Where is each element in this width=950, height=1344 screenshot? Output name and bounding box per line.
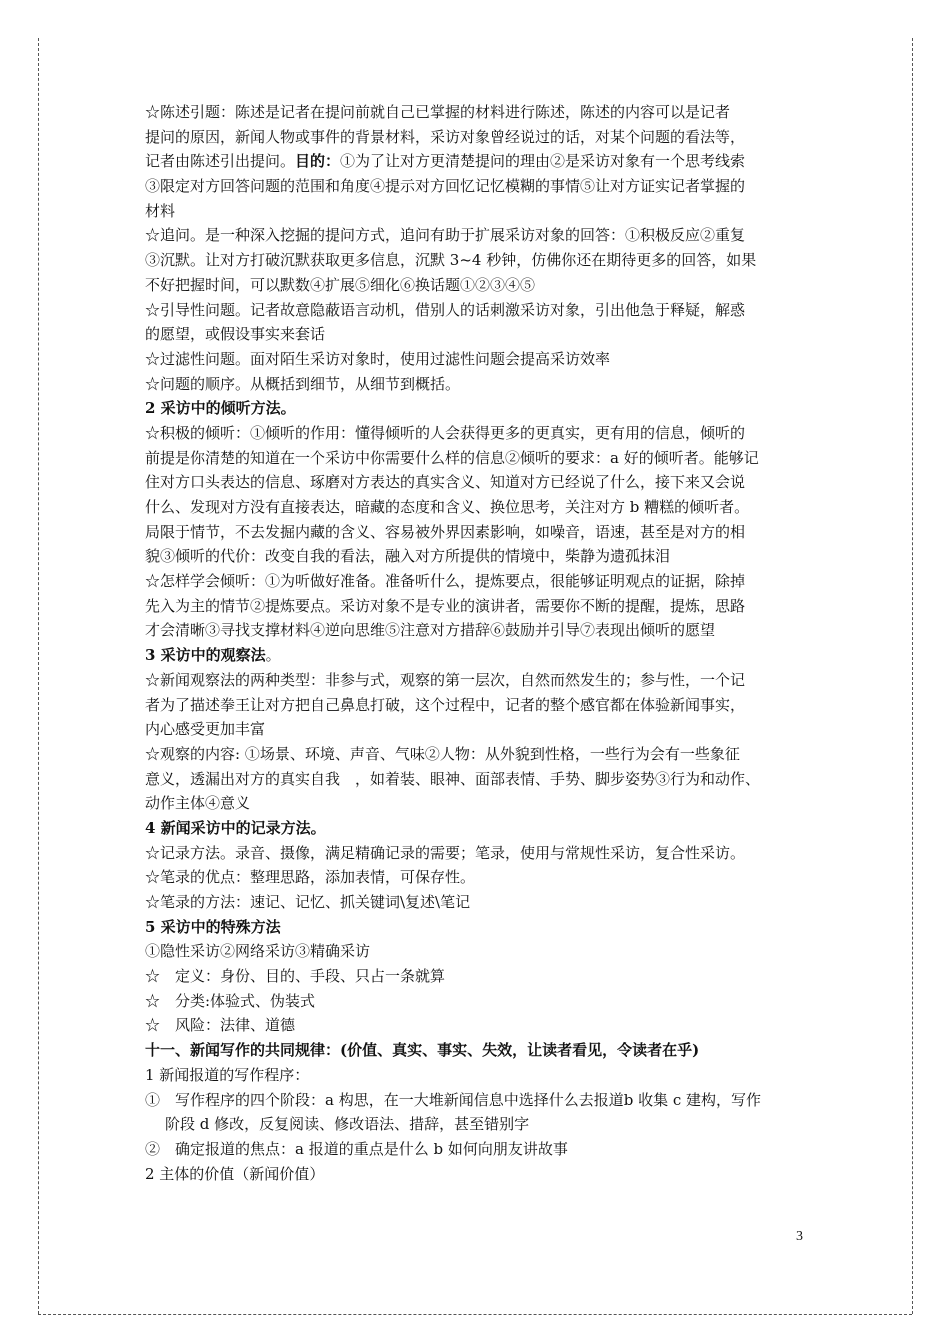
section-heading <box>145 643 835 668</box>
page-border-left <box>38 38 39 1314</box>
text-line: 住对方口头表达的信息、琢磨对方表达的真实含义、知道对方已经说了什么，接下来又会说 <box>145 473 746 492</box>
text-line: ☆观察的内容: ①场景、环境、声音、气味②人物：从外貌到性格，一些行为会有一些象征 <box>145 744 740 763</box>
section-heading <box>145 396 835 421</box>
text-line: ☆陈述引题：陈述是记者在提问前就自己已掌握的材料进行陈述，陈述的内容可以是记者 <box>145 103 731 121</box>
text-line: 貌③倾听的代价：改变自我的看法，融入对方所提供的情境中，柴静为遗孤抹泪 <box>145 547 671 566</box>
text-line: ☆记录方法。录音、摄像，满足精确记录的需要；笔录，使用与常规性采访，复合性采访。 <box>145 843 746 862</box>
text-line: ☆引导性问题。记者故意隐蔽语言动机，借别人的话刺激采访对象，引出他急于释疑，解惑 <box>145 300 746 319</box>
section-heading-text: 十一、新闻写作的共同规律：(价值、真实、事实、失效，让读者看见，令读者在乎) <box>145 1041 700 1060</box>
text-line: ☆新闻观察法的两种类型：非参与式，观察的第一层次，自然而然发生的；参与性，一个记 <box>145 670 746 689</box>
text-line: ③沉默。让对方打破沉默获取更多信息，沉默 3~4 秒钟，仿佛你还在期待更多的回答，如果 <box>145 251 757 270</box>
text-line: ☆过滤性问题。面对陌生采访对象时，使用过滤性问题会提高采访效率 <box>145 349 611 368</box>
text-line: 意义，透漏出对方的真实自我 ，如着装、眼神、面部表情、手势、脚步姿势③行为和动作、 <box>145 769 761 788</box>
section-heading-text: 2 采访中的倾听方法。 <box>145 399 296 418</box>
text-line: 1 新闻报道的写作程序： <box>145 1065 310 1084</box>
text-line: 材料 <box>145 201 176 220</box>
text-line: ☆ 分类:体验式、伪装式 <box>145 991 316 1010</box>
text-line: ① 写作程序的四个阶段：a 构思，在一大堆新闻信息中选择什么去报道b 收集 c 建构，写作 <box>145 1090 762 1109</box>
text-line: ☆ 定义：身份、目的、手段、只占一条就算 <box>145 967 446 986</box>
page-number: 3 <box>796 1229 803 1244</box>
text-line <box>145 149 835 174</box>
text-line: ☆积极的倾听：①倾听的作用：懂得倾听的人会获得更多的更真实，更有用的信息，倾听的 <box>145 423 746 442</box>
text-line: 什么、发现对方没有直接表达，暗藏的态度和含义、换位思考，关注对方 b 糟糕的倾听者。 <box>145 498 750 516</box>
text-line: ☆笔录的优点：整理思路，添加表情，可保存性。 <box>145 868 476 887</box>
text-line: ② 确定报道的焦点：a 报道的重点是什么 b 如何向朋友讲故事 <box>145 1139 568 1158</box>
text-line-indented: 阶段 d 修改，反复阅读、修改语法、措辞，甚至错别字 <box>165 1115 530 1134</box>
emphasis-text: 目的： <box>295 152 341 171</box>
text-line: 内心感受更加丰富 <box>145 720 266 739</box>
text-line: ①隐性采访②网络采访③精确采访 <box>145 942 371 961</box>
text-line: 者为了描述拳王让对方把自己鼻息打破，这个过程中，记者的整个感官都在体验新闻事实， <box>145 695 746 714</box>
text-line: ☆追问。是一种深入挖掘的提问方式，追问有助于扩展采访对象的回答：①积极反应②重复 <box>145 226 746 245</box>
text-line: ☆笔录的方法：速记、记忆、抓关键词\复述\笔记 <box>145 893 471 911</box>
text-line: ③限定对方回答问题的范围和角度④提示对方回忆记忆模糊的事情⑤让对方证实记者掌握的 <box>145 177 746 196</box>
section-heading <box>145 915 835 940</box>
section-heading-tail: 。 <box>265 646 281 665</box>
text-fragment: ①为了让对方更清楚提问的理由②是采访对象有一个思考线索 <box>340 152 746 171</box>
text-line: 的愿望，或假设事实来套话 <box>145 325 326 344</box>
text-line: 不好把握时间，可以默数④扩展⑤细化⑥换话题①②③④⑤ <box>145 275 536 294</box>
text-line: 局限于情节，不去发掘内藏的含义、容易被外界因素影响，如噪音，语速，甚至是对方的相 <box>145 522 746 541</box>
page-border-right <box>912 38 913 1314</box>
text-line: 动作主体④意义 <box>145 794 251 813</box>
section-heading-text: 5 采访中的特殊方法 <box>145 917 281 936</box>
text-line: ☆ 风险：法律、道德 <box>145 1016 296 1035</box>
text-line: 前提是你清楚的知道在一个采访中你需要什么样的信息②倾听的要求：a 好的倾听者。能够记 <box>145 448 759 467</box>
text-line: 2 主体的价值（新闻价值） <box>145 1164 325 1183</box>
text-line: 先入为主的情节②提炼要点。采访对象不是专业的演讲者，需要你不断的提醒，提炼，思路 <box>145 596 746 615</box>
text-line: ☆怎样学会倾听：①为听做好准备。准备听什么，提炼要点，很能够证明观点的证据，除掉 <box>145 572 746 591</box>
text-line: ☆问题的顺序。从概括到细节，从细节到概括。 <box>145 374 461 393</box>
page-border-bottom <box>38 1314 912 1315</box>
section-heading-text: 3 采访中的观察法 <box>145 646 266 665</box>
section-heading-text: 4 新闻采访中的记录方法。 <box>145 818 326 837</box>
section-heading <box>145 816 835 841</box>
text-line: 提问的原因，新闻人物或事件的背景材料，采访对象曾经说过的话，对某个问题的看法等， <box>145 127 746 146</box>
section-heading <box>145 1038 835 1063</box>
document-body <box>145 100 835 1186</box>
text-line: 才会清晰③寻找支撑材料④逆向思维⑤注意对方措辞⑥鼓励并引导⑦表现出倾听的愿望 <box>145 621 716 640</box>
text-fragment: 记者由陈述引出提问。 <box>145 152 296 171</box>
